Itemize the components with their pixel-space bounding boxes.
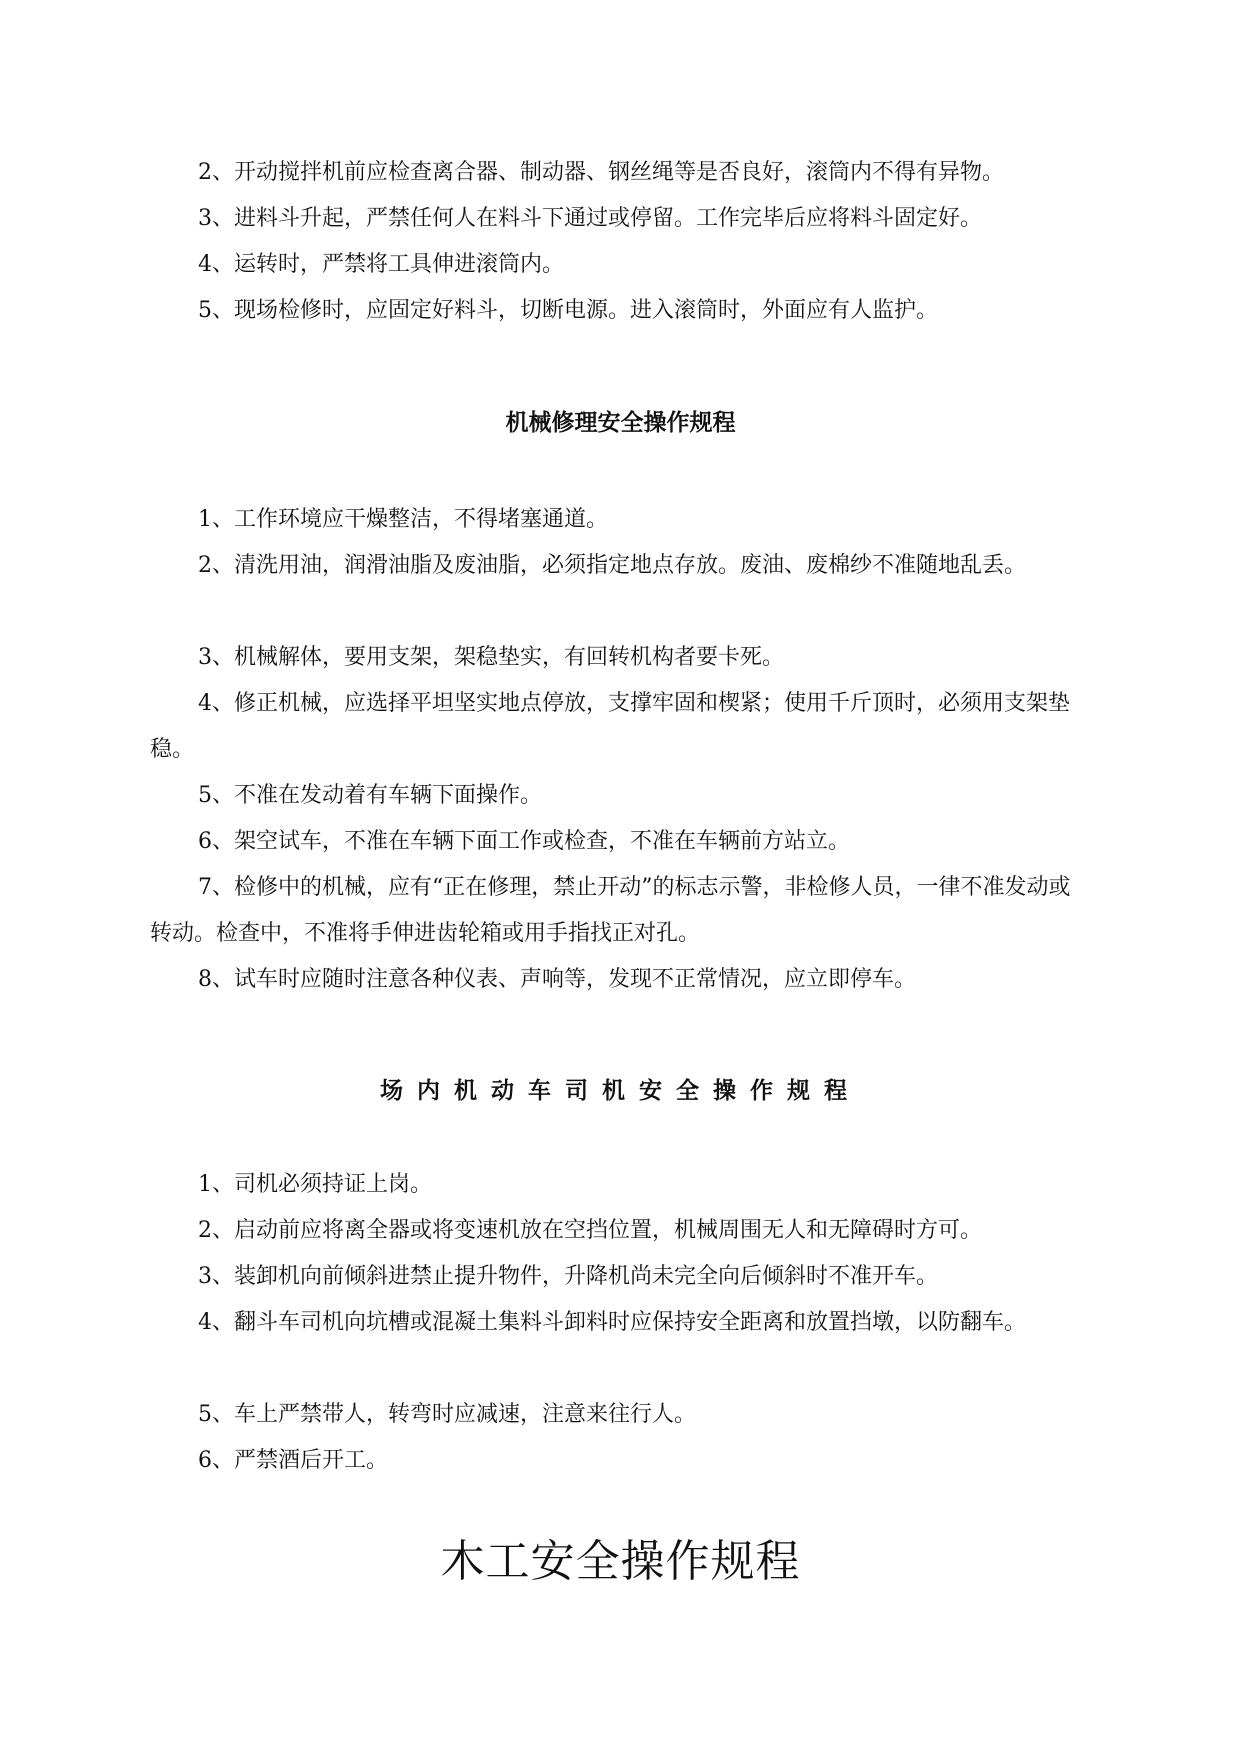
- section3-item-1: 1、司机必须持证上岗。: [198, 1172, 432, 1197]
- section1-item-4: 4、运转时，严禁将工具伸进滚筒内。: [198, 252, 564, 277]
- section3-item-5: 5、车上严禁带人，转弯时应减速，注意来往行人。: [198, 1402, 696, 1427]
- section2-item-2: 2、清洗用油，润滑油脂及废油脂，必须指定地点存放。废油、废棉纱不准随地乱丢。: [198, 553, 1026, 578]
- section2-item-1: 1、工作环境应干燥整洁，不得堵塞通道。: [198, 507, 608, 532]
- section3-item-3: 3、装卸机向前倾斜进禁止提升物件，升降机尚未完全向后倾斜时不准开车。: [198, 1264, 938, 1289]
- section3-item-4: 4、翻斗车司机向坑槽或混凝土集料斗卸料时应保持安全距离和放置挡墩，以防翻车。: [198, 1310, 1026, 1335]
- section1-item-2: 2、开动搅拌机前应检查离合器、制动器、钢丝绳等是否良好，滚筒内不得有异物。: [198, 160, 1004, 185]
- section2-item-3: 3、机械解体，要用支架，架稳垫实，有回转机构者要卡死。: [198, 645, 784, 670]
- section1-item-3: 3、进料斗升起，严禁任何人在料斗下通过或停留。工作完毕后应将料斗固定好。: [198, 206, 982, 231]
- section2-item-5: 5、不准在发动着有车辆下面操作。: [198, 783, 542, 808]
- section4-title: 木工安全操作规程: [440, 1536, 801, 1587]
- section2-item-8: 8、试车时应随时注意各种仪表、声响等，发现不正常情况，应立即停车。: [198, 967, 916, 992]
- section3-item-6: 6、严禁酒后开工。: [198, 1448, 388, 1473]
- section3-title: 场内机动车司机安全操作规程: [380, 1078, 861, 1104]
- section2-item-7: 7、检修中的机械，应有“正在修理，禁止开动”的标志示警，非检修人员，一律不准发动或转动。检查中，不准将手伸进齿轮箱或用手指找正对孔。: [150, 875, 1071, 946]
- section2-title: 机械修理安全操作规程: [505, 410, 736, 436]
- section1-item-5: 5、现场检修时，应固定好料斗，切断电源。进入滚筒时，外面应有人监护。: [198, 298, 938, 323]
- section2-item-4: 4、修正机械，应选择平坦坚实地点停放，支撑牢固和楔紧；使用千斤顶时，必须用支架垫稳。: [150, 691, 1071, 762]
- section2-item-6: 6、架空试车，不准在车辆下面工作或检查，不准在车辆前方站立。: [198, 829, 850, 854]
- section3-item-2: 2、启动前应将离全器或将变速机放在空挡位置，机械周围无人和无障碍时方可。: [198, 1218, 982, 1243]
